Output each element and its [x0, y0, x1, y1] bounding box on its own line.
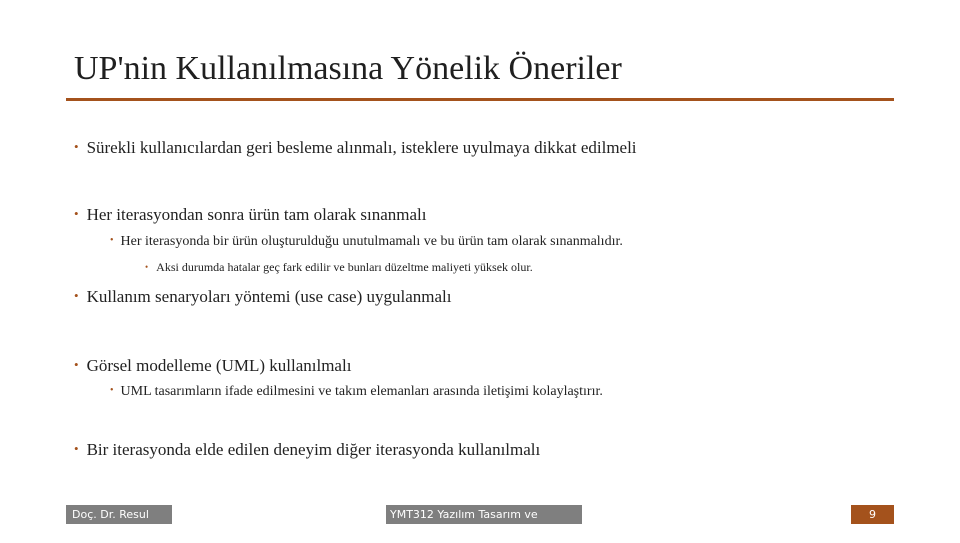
bullet-icon: • — [74, 139, 79, 154]
page-number: 9 — [851, 505, 894, 524]
bullet-icon: • — [74, 288, 79, 303]
bullet-icon: • — [145, 262, 149, 272]
bullet-text: Aksi durumda hatalar geç fark edilir ve bunları düzeltme maliyeti yüksek olur. — [156, 260, 533, 274]
sub-sub-bullet-item — [145, 260, 533, 275]
footer-author: Doç. Dr. Resul DAŞ — [66, 505, 172, 524]
bullet-text: Görsel modelleme (UML) kullanılmalı — [86, 356, 352, 375]
bullet-text: Her iterasyonda bir ürün oluşturulduğu unutulmamalı ve bu ürün tam olarak sınanmalıdır. — [120, 234, 623, 249]
bullet-text: Her iterasyondan sonra ürün tam olarak sınanmalı — [86, 205, 427, 224]
slide-title: UP'nin Kullanılmasına Yönelik Öneriler — [74, 50, 622, 87]
sub-bullet-item — [110, 384, 603, 400]
sub-bullet-item — [110, 234, 623, 250]
bullet-icon: • — [110, 235, 114, 246]
bullet-icon: • — [110, 385, 114, 396]
bullet-item — [74, 205, 426, 225]
bullet-text: UML tasarımların ifade edilmesini ve takım elemanları arasında iletişimi kolaylaştırır. — [120, 384, 603, 399]
bullet-item — [74, 356, 351, 376]
bullet-item — [74, 287, 451, 307]
bullet-icon: • — [74, 357, 79, 372]
footer-course: YMT312 Yazılım Tasarım ve Mimarisi — [386, 505, 582, 524]
bullet-icon: • — [74, 206, 79, 221]
bullet-icon: • — [74, 441, 79, 456]
bullet-item — [74, 440, 540, 460]
bullet-text: Sürekli kullanıcılardan geri besleme alınmalı, isteklere uyulmaya dikkat edilmeli — [86, 138, 637, 157]
bullet-text: Bir iterasyonda elde edilen deneyim diğer iterasyonda kullanılmalı — [86, 440, 541, 459]
bullet-item — [74, 138, 637, 158]
title-underline — [66, 98, 894, 101]
bullet-text: Kullanım senaryoları yöntemi (use case) uygulanmalı — [86, 287, 452, 306]
